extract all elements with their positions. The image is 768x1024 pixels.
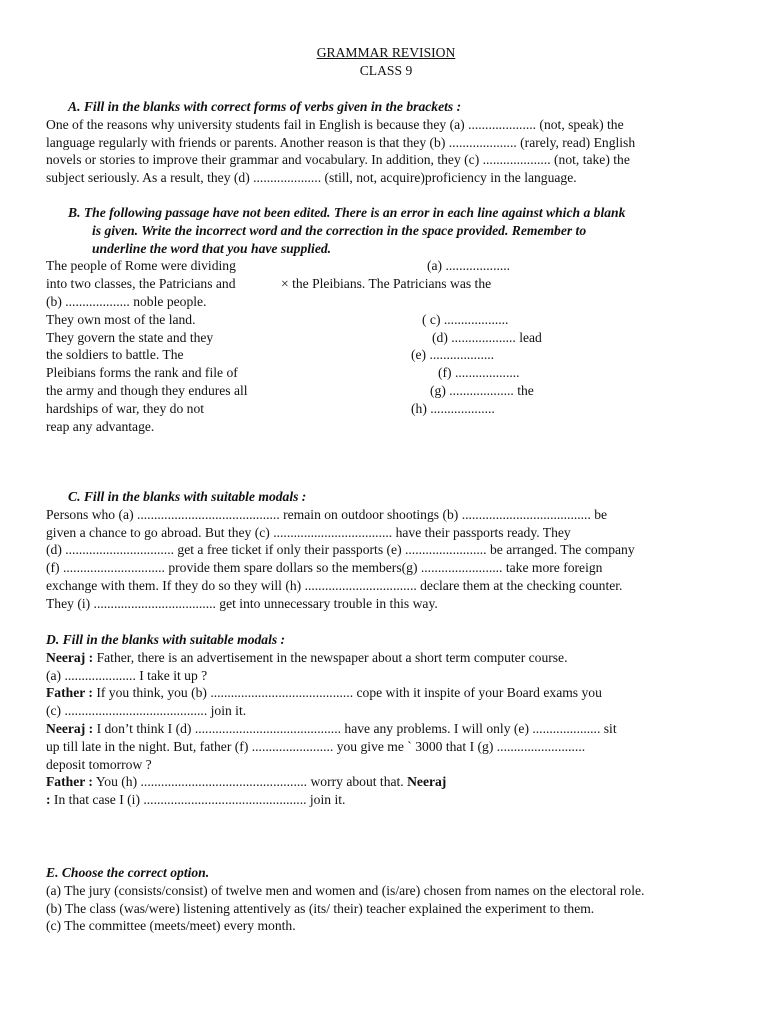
section-a-heading: A. Fill in the blanks with correct forms of verbs given in the brackets :: [68, 99, 462, 114]
page-title: GRAMMAR REVISION: [316, 45, 456, 60]
section-a: [46, 98, 726, 187]
passage-line: (b) ................... noble people.: [46, 293, 207, 309]
page-subtitle: CLASS 9: [359, 62, 413, 78]
section-e-heading: E. Choose the correct option.: [46, 865, 210, 880]
section-c-line: exchange with them. If they do so they will (h) ................................. declare them at the checking counter.: [46, 577, 623, 593]
passage-row: [46, 400, 726, 418]
dialogue-text: deposit tomorrow ?: [46, 756, 152, 772]
dialogue-line: [46, 791, 726, 809]
passage-line: the army and though they endures all: [46, 382, 248, 398]
section-e: [46, 864, 726, 935]
dialogue-line: [46, 667, 726, 685]
section-d: [46, 631, 726, 809]
option-item: (a) The jury (consists/consist) of twelve men and women and (is/are) chosen from names on the electoral role.: [46, 882, 645, 898]
passage-row: [46, 382, 726, 400]
passage-row: [46, 364, 726, 382]
dialogue-text: I don’t think I (d) ........................................... have any problems. I will only (e) .................... sit: [93, 720, 617, 736]
passage-blank: (g) ................... the: [430, 382, 534, 398]
section-a-line: language regularly with friends or parents. Another reason is that they (b) .................... (rarely, read) English: [46, 134, 636, 150]
speaker-label: :: [46, 792, 51, 808]
passage-row: [46, 293, 726, 311]
speaker-label: Neeraj :: [46, 720, 94, 736]
dialogue-line: [46, 756, 726, 774]
passage-line: reap any advantage.: [46, 418, 155, 434]
passage-blank: (h) ...................: [411, 400, 495, 416]
section-b-heading-line: B. The following passage have not been edited. There is an error in each line against which a blank: [68, 205, 626, 220]
dialogue-text: In that case I (i) ................................................ join it.: [50, 792, 346, 808]
section-d-heading: D. Fill in the blanks with suitable modals :: [46, 632, 286, 647]
passage-line: They own most of the land.: [46, 311, 196, 327]
section-a-line: subject seriously. As a result, they (d) .................... (still, not, acquire)proficiency in the language.: [46, 170, 577, 186]
dialogue-line: [46, 738, 726, 756]
passage-blank: (f) ...................: [438, 365, 520, 381]
speaker-label: Neeraj: [407, 774, 447, 790]
section-c-line: (d) ................................ get a free ticket if only their passports (e) ........................ be arranged. The company: [46, 542, 635, 558]
section-c: [46, 488, 726, 613]
dialogue-line: [46, 773, 726, 791]
option-item: (b) The class (was/were) listening attentively as (its/ their) teacher explained the experiment to them.: [46, 900, 595, 916]
passage-row: [46, 418, 726, 436]
passage-blank: (d) ................... lead: [432, 329, 542, 345]
passage-line: hardships of war, they do not: [46, 400, 205, 416]
section-c-line: They (i) .................................... get into unnecessary trouble in this way.: [46, 595, 438, 611]
section-b-heading-line: is given. Write the incorrect word and the correction in the space provided. Remember to: [92, 222, 587, 238]
dialogue-text: up till late in the night. But, father (f) ........................ you give me ` 3000 that I (g) ..........................: [46, 738, 586, 754]
dialogue-text: You (h) ................................................. worry about that.: [92, 774, 408, 790]
speaker-label: Father :: [46, 774, 93, 790]
passage-line: into two classes, the Patricians and: [46, 276, 236, 292]
section-a-line: novels or stories to improve their grammar and vocabulary. In addition, they (c) .................... (not, take) the: [46, 152, 630, 168]
passage-blank: × the Pleibians. The Patricians was the: [281, 276, 492, 292]
section-c-line: given a chance to go abroad. But they (c) ................................... have their passports ready. They: [46, 524, 571, 540]
dialogue-text: (a) ..................... I take it up ?: [46, 667, 208, 683]
passage-row: [46, 329, 726, 347]
worksheet-page: [46, 44, 726, 934]
passage-line: The people of Rome were dividing: [46, 258, 236, 274]
speaker-label: Neeraj :: [46, 649, 94, 665]
dialogue-text: Father, there is an advertisement in the newspaper about a short term computer course.: [93, 649, 568, 665]
dialogue-text: (c) .......................................... join it.: [46, 703, 247, 719]
dialogue-line: [46, 684, 726, 702]
passage-row: [46, 275, 726, 293]
dialogue-line: [46, 649, 726, 667]
passage-row: [46, 346, 726, 364]
passage-row: [46, 257, 726, 275]
passage-blank: ( c) ...................: [422, 311, 509, 327]
passage-line: the soldiers to battle. The: [46, 347, 184, 363]
passage-blank: (a) ...................: [427, 258, 511, 274]
speaker-label: Father :: [46, 685, 93, 701]
section-c-heading: C. Fill in the blanks with suitable modals :: [68, 489, 307, 504]
dialogue-line: [46, 720, 726, 738]
section-c-line: (f) .............................. provide them spare dollars so the members(g) ........................ take more foreign: [46, 560, 603, 576]
section-b: [46, 204, 726, 435]
section-b-heading-line: underline the word that you have supplied.: [92, 240, 332, 256]
passage-row: [46, 311, 726, 329]
dialogue-line: [46, 702, 726, 720]
dialogue-text: If you think, you (b) .......................................... cope with it inspite of your Board exams you: [92, 685, 602, 701]
section-c-line: Persons who (a) .......................................... remain on outdoor shootings (b) ...................................... be: [46, 506, 608, 522]
passage-blank: (e) ...................: [411, 347, 495, 363]
section-a-line: One of the reasons why university students fail in English is because they (a) .................... (not, speak) the: [46, 116, 624, 132]
passage-line: Pleibians forms the rank and file of: [46, 365, 238, 381]
option-item: (c) The committee (meets/meet) every month.: [46, 918, 296, 934]
passage-line: They govern the state and they: [46, 329, 214, 345]
